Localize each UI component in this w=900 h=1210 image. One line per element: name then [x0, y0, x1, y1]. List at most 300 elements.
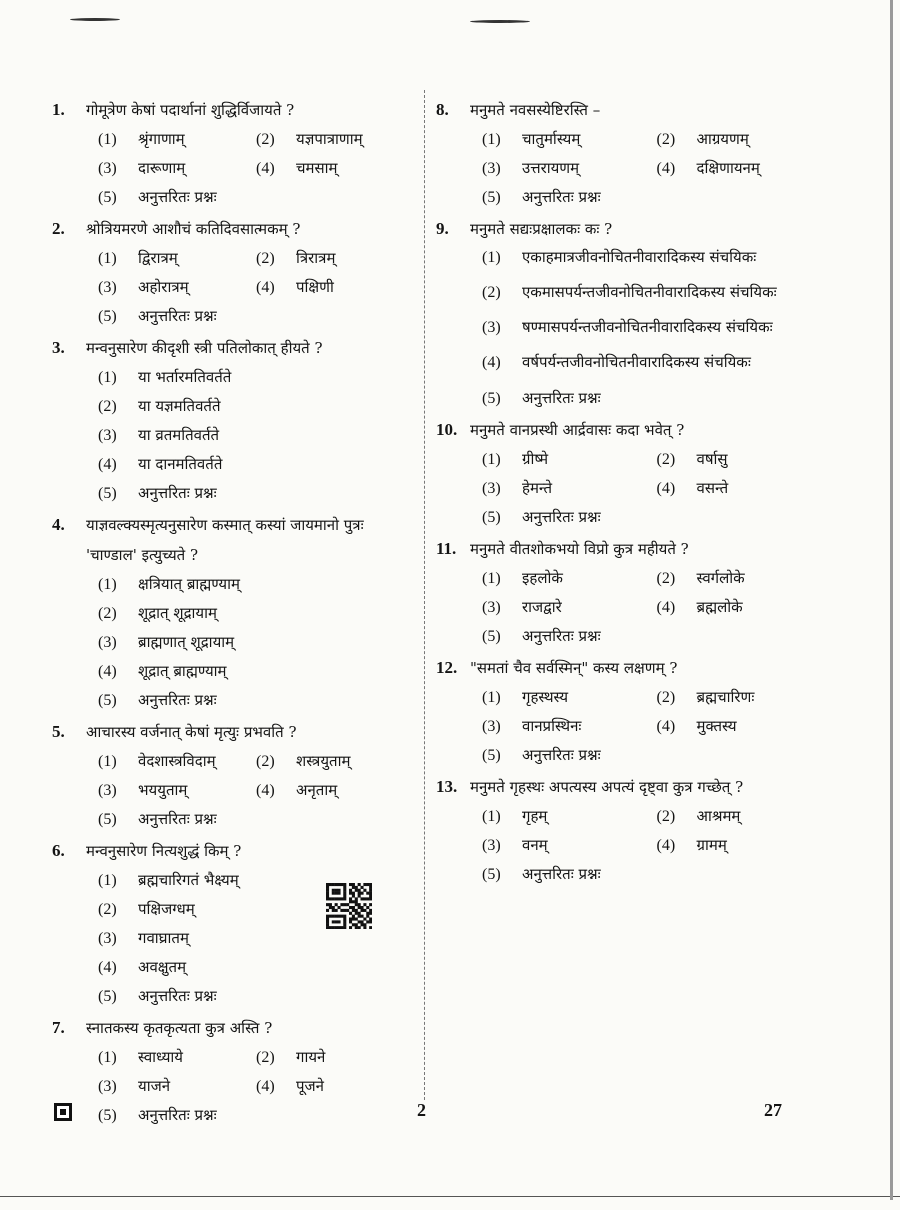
option-number: (5) — [482, 509, 501, 526]
question-header — [436, 534, 831, 564]
question-text: मन्वनुसारेण नित्यशुद्धं किम् ? — [86, 842, 242, 860]
options-list — [482, 564, 831, 651]
option-text: शूद्रात् ब्राह्मण्याम् — [138, 662, 227, 680]
option-text: वर्षपर्यन्तजीवनोचितनीवारादिकस्य संचयिकः — [522, 353, 751, 371]
answer-option — [657, 474, 832, 503]
option-number: (4) — [656, 480, 676, 497]
option-number: (5) — [98, 988, 117, 1005]
option-number: (5) — [98, 308, 117, 325]
option-number: (3) — [482, 718, 501, 735]
option-text: या यज्ञमतिवर्तते — [138, 397, 221, 415]
option-row — [98, 479, 414, 508]
answer-option — [98, 776, 256, 805]
option-number: (3) — [482, 599, 501, 616]
answer-option — [482, 279, 831, 306]
option-text: षण्मासपर्यन्तजीवनोचितनीवारादिकस्य संचयिकः — [522, 318, 773, 336]
option-text: अनुत्तरितः प्रश्नः — [138, 810, 217, 828]
option-row — [98, 183, 414, 212]
option-row — [482, 503, 831, 532]
option-number: (5) — [98, 811, 117, 828]
option-number: (3) — [98, 782, 117, 799]
option-number: (5) — [482, 866, 501, 883]
option-number: (5) — [482, 747, 501, 764]
answer-option — [657, 564, 832, 593]
option-row — [482, 802, 831, 831]
answer-option — [256, 244, 414, 273]
option-row — [98, 302, 414, 331]
answer-option — [657, 154, 832, 183]
option-text: शस्त्रयुताम् — [296, 752, 351, 770]
option-number: (2) — [256, 131, 275, 148]
option-number: (3) — [482, 837, 501, 854]
option-text: शूद्रात् शूद्रायाम् — [138, 604, 217, 622]
option-text: गायने — [296, 1048, 326, 1066]
option-number: (1) — [98, 872, 117, 889]
option-number: (2) — [98, 398, 117, 415]
option-row — [98, 392, 414, 421]
option-text: या भर्तारमतिवर्तते — [138, 368, 232, 386]
answer-option — [482, 445, 657, 474]
scan-edge — [890, 0, 893, 1200]
option-text: यज्ञपात्राणाम् — [296, 130, 363, 148]
option-row — [482, 564, 831, 593]
option-number: (4) — [482, 354, 501, 371]
answer-option — [98, 657, 227, 686]
answer-option — [657, 125, 832, 154]
option-row — [98, 628, 414, 657]
option-text: भययुताम् — [138, 781, 188, 799]
option-number: (1) — [482, 249, 501, 266]
option-text: श्रृंगाणाम् — [138, 130, 185, 148]
center-page-number: 2 — [417, 1100, 426, 1120]
scan-smudge — [470, 20, 530, 23]
option-text: ग्रामम् — [696, 836, 727, 854]
answer-option — [98, 747, 256, 776]
option-text: गृहम् — [522, 807, 548, 825]
option-text: मुक्तस्य — [696, 717, 737, 735]
option-text: अहोरात्रम् — [138, 278, 189, 296]
bottom-scan-line — [0, 1196, 900, 1197]
option-text: पक्षिजग्धम् — [138, 900, 195, 918]
answer-option — [482, 564, 657, 593]
option-row — [482, 741, 831, 770]
answer-option — [98, 1072, 256, 1101]
answer-option — [657, 593, 832, 622]
question-block — [52, 510, 414, 715]
option-row — [482, 622, 831, 651]
answer-option — [98, 570, 240, 599]
option-text: अनुत्तरितः प्रश्नः — [522, 865, 601, 883]
answer-option — [256, 273, 414, 302]
option-row — [98, 747, 414, 776]
option-text: पूजने — [296, 1077, 324, 1095]
option-number: (2) — [482, 284, 501, 301]
option-text: आग्रयणम् — [696, 130, 749, 148]
option-text: ब्रह्मलोके — [696, 598, 743, 616]
options-list — [98, 363, 414, 508]
question-header — [436, 95, 831, 125]
option-text: अनुत्तरितः प्रश्नः — [522, 508, 601, 526]
answer-option — [482, 125, 657, 154]
question-number: 9. — [436, 219, 449, 238]
answer-option — [482, 183, 601, 212]
answer-option — [482, 503, 601, 532]
answer-option — [98, 1101, 217, 1130]
option-text: दक्षिणायनम् — [696, 159, 760, 177]
option-row — [482, 183, 831, 212]
option-text: अनुत्तरितः प्रश्नः — [522, 188, 601, 206]
option-row — [482, 474, 831, 503]
question-header — [52, 510, 414, 570]
option-number: (5) — [98, 1107, 117, 1124]
answer-option — [482, 314, 831, 341]
option-number: (4) — [656, 837, 676, 854]
option-number: (3) — [482, 480, 501, 497]
option-text: गवाघ्रातम् — [138, 929, 189, 947]
scan-smudge — [70, 18, 120, 21]
answer-option — [482, 384, 601, 413]
answer-option — [657, 802, 832, 831]
answer-option — [256, 1043, 414, 1072]
question-header — [436, 772, 831, 802]
option-text: उत्तरायणम् — [522, 159, 580, 177]
option-number: (2) — [98, 901, 117, 918]
option-number: (4) — [256, 782, 275, 799]
answer-option — [482, 860, 601, 889]
option-number: (2) — [98, 605, 117, 622]
question-text: मनुमते गृहस्थः अपत्यस्य अपत्यं दृष्ट्वा कुत्र गच्छेत् ? — [470, 778, 744, 796]
answer-option — [98, 450, 222, 479]
option-text: स्वाध्याये — [138, 1048, 183, 1066]
option-number: (2) — [656, 808, 676, 825]
option-number: (5) — [98, 692, 117, 709]
option-number: (1) — [482, 808, 501, 825]
option-number: (1) — [482, 131, 501, 148]
question-text: मन्वनुसारेण कीदृशी स्त्री पतिलोकात् हीयते ? — [86, 339, 323, 357]
option-row — [98, 982, 414, 1011]
option-number: (3) — [98, 634, 117, 651]
option-text: हेमन्ते — [522, 479, 553, 497]
answer-option — [98, 363, 231, 392]
question-text: मनुमते नवसस्येष्टिरस्ति – — [470, 101, 601, 119]
option-text: एकाहमात्रजीवनोचितनीवारादिकस्य संचयिकः — [522, 248, 757, 266]
option-row — [482, 683, 831, 712]
question-number: 8. — [436, 100, 449, 119]
option-number: (2) — [656, 570, 676, 587]
option-number: (1) — [98, 369, 117, 386]
answer-option — [482, 802, 657, 831]
option-number: (4) — [256, 1078, 275, 1095]
option-row — [98, 805, 414, 834]
option-text: वानप्रस्थिनः — [522, 717, 582, 735]
question-text: मनुमते वीतशोकभयो विप्रो कुत्र महीयते ? — [470, 540, 689, 558]
answer-option — [98, 302, 217, 331]
option-row — [482, 712, 831, 741]
question-text: श्रोत्रियमरणे आशौचं कतिदिवसात्मकम् ? — [86, 220, 301, 238]
right-column — [436, 95, 831, 891]
answer-option — [256, 747, 414, 776]
question-number: 11. — [436, 539, 457, 558]
option-text: स्वर्गलोके — [696, 569, 745, 587]
option-row — [98, 125, 414, 154]
answer-option — [98, 244, 256, 273]
options-list — [98, 570, 414, 715]
option-number: (4) — [656, 599, 676, 616]
option-number: (2) — [656, 689, 676, 706]
qr-code-icon — [326, 883, 372, 929]
option-row — [98, 363, 414, 392]
option-number: (3) — [98, 427, 117, 444]
question-number: 10. — [436, 420, 458, 439]
answer-option — [98, 125, 256, 154]
answer-option — [256, 125, 414, 154]
option-row — [98, 1072, 414, 1101]
option-number: (2) — [656, 131, 676, 148]
option-text: वर्षासु — [696, 450, 728, 468]
option-text: त्रिरात्रम् — [296, 249, 336, 267]
answer-option — [657, 683, 832, 712]
option-row — [482, 860, 831, 889]
answer-option — [98, 1043, 256, 1072]
option-text: अवक्षुतम् — [138, 958, 187, 976]
answer-option — [256, 776, 414, 805]
options-list — [482, 683, 831, 770]
option-number: (3) — [98, 1078, 117, 1095]
answer-option — [256, 154, 414, 183]
option-row — [482, 125, 831, 154]
question-number: 6. — [52, 841, 65, 860]
option-number: (3) — [482, 319, 501, 336]
answer-option — [98, 392, 221, 421]
left-column — [52, 95, 414, 1132]
question-text: आचारस्य वर्जनात् केषां मृत्युः प्रभवति ? — [86, 723, 297, 741]
option-text: चातुर्मास्यम् — [522, 130, 581, 148]
answer-option — [98, 628, 234, 657]
question-text: स्नातकस्य कृतकृत्यता कुत्र अस्ति ? — [86, 1019, 273, 1037]
option-text: वनम् — [522, 836, 548, 854]
option-text: वसन्ते — [696, 479, 729, 497]
option-number: (1) — [98, 250, 117, 267]
answer-option — [482, 741, 601, 770]
question-header — [52, 214, 414, 244]
answer-option — [98, 953, 186, 982]
option-text: अनुत्तरितः प्रश्नः — [138, 987, 217, 1005]
question-block — [436, 214, 831, 413]
option-text: आश्रमम् — [696, 807, 741, 825]
question-block — [52, 214, 414, 331]
option-text: इहलोके — [522, 569, 563, 587]
option-text: ब्रह्मचारिगतं भैक्ष्यम् — [138, 871, 239, 889]
answer-option — [482, 474, 657, 503]
option-row — [98, 657, 414, 686]
option-number: (5) — [482, 390, 501, 407]
option-row — [98, 450, 414, 479]
answer-option — [98, 421, 219, 450]
answer-option — [657, 712, 832, 741]
option-number: (5) — [482, 628, 501, 645]
option-number: (3) — [98, 160, 117, 177]
question-number: 5. — [52, 722, 65, 741]
option-row — [98, 776, 414, 805]
question-text: मनुमते वानप्रस्थी आर्द्रवासः कदा भवेत् ? — [470, 421, 685, 439]
question-header — [52, 1013, 414, 1043]
option-number: (2) — [656, 451, 676, 468]
answer-option — [98, 924, 189, 953]
answer-option — [98, 895, 195, 924]
option-row — [482, 384, 831, 413]
answer-option — [482, 712, 657, 741]
option-text: अनुत्तरितः प्रश्नः — [138, 484, 217, 502]
option-number: (4) — [256, 160, 275, 177]
answer-option — [482, 349, 831, 376]
option-text: अनृताम् — [296, 781, 338, 799]
question-number: 2. — [52, 219, 65, 238]
answer-option — [482, 244, 831, 271]
question-block — [436, 534, 831, 651]
option-text: या व्रतमतिवर्तते — [138, 426, 220, 444]
question-number: 7. — [52, 1018, 65, 1037]
option-row — [98, 421, 414, 450]
option-row — [482, 831, 831, 860]
option-text: अनुत्तरितः प्रश्नः — [138, 1106, 217, 1124]
option-row — [98, 154, 414, 183]
option-row — [98, 1043, 414, 1072]
answer-option — [657, 445, 832, 474]
question-number: 12. — [436, 658, 458, 677]
option-row — [482, 154, 831, 183]
option-text: दारूणाम् — [138, 159, 186, 177]
option-text: अनुत्तरितः प्रश्नः — [522, 627, 601, 645]
question-block — [52, 717, 414, 834]
option-text: पक्षिणी — [296, 278, 334, 296]
option-text: वेदशास्त्रविदाम् — [138, 752, 216, 770]
option-number: (3) — [98, 279, 117, 296]
answer-option — [98, 273, 256, 302]
option-row — [482, 593, 831, 622]
option-number: (1) — [482, 689, 501, 706]
option-number: (1) — [98, 753, 117, 770]
option-number: (4) — [98, 959, 117, 976]
answer-option — [256, 1072, 414, 1101]
answer-option — [98, 982, 217, 1011]
option-number: (5) — [98, 485, 117, 502]
question-text: मनुमते सद्यःप्रक्षालकः कः ? — [470, 220, 613, 238]
options-list — [482, 802, 831, 889]
question-block — [436, 772, 831, 889]
option-row — [482, 445, 831, 474]
options-list — [482, 125, 831, 212]
option-text: गृहस्थस्य — [522, 688, 569, 706]
option-text: चमसाम् — [296, 159, 338, 177]
question-block — [436, 653, 831, 770]
answer-option — [482, 831, 657, 860]
option-number: (4) — [98, 663, 117, 680]
option-text: अनुत्तरितः प्रश्नः — [138, 307, 217, 325]
question-text: "समतां चैव सर्वस्मिन्" कस्य लक्षणम् ? — [470, 659, 678, 677]
option-text: याजने — [138, 1077, 171, 1095]
answer-option — [482, 154, 657, 183]
answer-option — [98, 599, 217, 628]
option-number: (1) — [482, 570, 501, 587]
option-row — [98, 1101, 414, 1130]
question-block — [52, 1013, 414, 1130]
right-page-number: 27 — [764, 1100, 782, 1120]
options-list — [98, 1043, 414, 1130]
question-text: गोमूत्रेण केषां पदार्थानां शुद्धिर्विजायते ? — [86, 101, 295, 119]
option-row — [98, 953, 414, 982]
question-number: 1. — [52, 100, 65, 119]
options-list — [98, 747, 414, 834]
option-text: अनुत्तरितः प्रश्नः — [522, 746, 601, 764]
option-number: (5) — [98, 189, 117, 206]
question-header — [52, 333, 414, 363]
answer-option — [98, 154, 256, 183]
option-number: (1) — [98, 576, 117, 593]
option-number: (1) — [98, 131, 117, 148]
answer-option — [482, 683, 657, 712]
question-block — [52, 95, 414, 212]
answer-option — [98, 686, 217, 715]
option-text: अनुत्तरितः प्रश्नः — [138, 691, 217, 709]
answer-option — [98, 183, 217, 212]
question-text: याज्ञवल्क्यस्मृत्यनुसारेण कस्मात् कस्यां जायमानो पुत्रः 'चाण्डाल' इत्युच्यते ? — [86, 516, 364, 564]
question-header — [52, 836, 414, 866]
option-text: या दानमतिवर्तते — [138, 455, 223, 473]
column-divider — [424, 90, 425, 1100]
option-number: (2) — [256, 1049, 275, 1066]
option-text: द्विरात्रम् — [138, 249, 178, 267]
option-text: एकमासपर्यन्तजीवनोचितनीवारादिकस्य संचयिकः — [522, 283, 777, 301]
question-block — [52, 333, 414, 508]
option-number: (4) — [656, 718, 676, 735]
answer-option — [98, 479, 217, 508]
option-text: ग्रीष्मे — [522, 450, 549, 468]
option-text: ब्रह्मचारिणः — [696, 688, 755, 706]
answer-option — [657, 831, 832, 860]
question-number: 3. — [52, 338, 65, 357]
question-block — [436, 415, 831, 532]
option-number: (4) — [656, 160, 676, 177]
question-header — [52, 95, 414, 125]
question-header — [436, 415, 831, 445]
options-list — [482, 244, 831, 413]
option-number: (2) — [256, 753, 275, 770]
registration-marker — [54, 1103, 72, 1121]
option-number: (1) — [482, 451, 501, 468]
answer-option — [482, 593, 657, 622]
option-number: (2) — [256, 250, 275, 267]
option-row — [98, 244, 414, 273]
option-text: क्षत्रियात् ब्राह्मण्याम् — [138, 575, 240, 593]
question-number: 4. — [52, 515, 65, 534]
answer-option — [98, 866, 239, 895]
question-header — [436, 214, 831, 244]
answer-option — [482, 622, 601, 651]
options-list — [98, 244, 414, 331]
question-block — [436, 95, 831, 212]
question-number: 13. — [436, 777, 458, 796]
option-row — [98, 599, 414, 628]
option-text: राजद्वारे — [522, 598, 562, 616]
option-text: अनुत्तरितः प्रश्नः — [522, 389, 601, 407]
option-row — [98, 686, 414, 715]
option-text: अनुत्तरितः प्रश्नः — [138, 188, 217, 206]
option-number: (4) — [256, 279, 275, 296]
option-number: (4) — [98, 456, 117, 473]
option-number: (1) — [98, 1049, 117, 1066]
option-row — [98, 273, 414, 302]
answer-option — [98, 805, 217, 834]
